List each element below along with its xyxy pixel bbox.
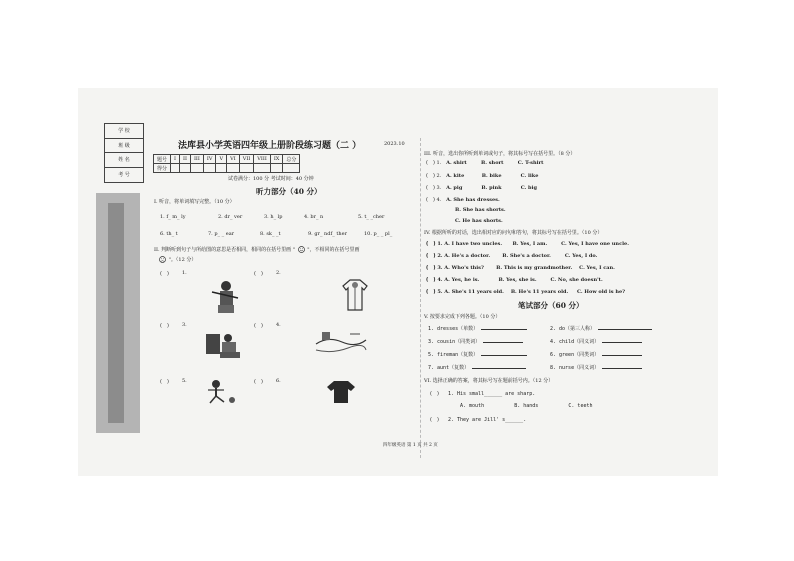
- q5-prompt: 6. green（同类词）: [550, 352, 600, 358]
- answer-blank[interactable]: [472, 368, 526, 369]
- q1-item[interactable]: 3. h_ lp: [264, 214, 283, 220]
- q3-instruction: III. 听音，选出你所听到单词或句子，将其标号写在括号里。（8 分）: [424, 151, 576, 157]
- q5-item: [550, 351, 642, 358]
- q2-answer-bracket[interactable]: ( ): [160, 271, 169, 277]
- option-b: B. Yes, she is.: [498, 277, 537, 283]
- answer-bracket[interactable]: ( ): [426, 277, 436, 283]
- option-c: C. big: [520, 185, 537, 191]
- q2-item-number: 3.: [182, 322, 187, 328]
- q5-prompt: 1. dresses（单数）: [428, 326, 479, 332]
- sad-face-icon: [158, 256, 167, 263]
- score-input[interactable]: [203, 164, 216, 173]
- score-cell: 总分: [283, 155, 300, 164]
- q6-options: [460, 403, 593, 409]
- answer-bracket[interactable]: ( ): [430, 391, 439, 397]
- q5-item: [428, 351, 527, 358]
- q1-item[interactable]: 7. p_ _ ear: [208, 231, 235, 237]
- score-cell: VII: [239, 155, 254, 164]
- option-c: C. Yes, I do.: [564, 253, 598, 259]
- q4-row: [426, 288, 625, 295]
- q5-item: [428, 325, 527, 332]
- answer-bracket[interactable]: ( ): [426, 241, 436, 247]
- score-cell: VI: [227, 155, 240, 164]
- q1-item[interactable]: 5. t_ _cher: [358, 214, 385, 220]
- score-input[interactable]: [239, 164, 254, 173]
- item-number: 4.: [436, 197, 442, 203]
- q2-instruction-a: II. 判断听到句子与所给图的意思是否相同，相同的在括号里画 ": [154, 247, 296, 253]
- option-a: 4. A. Yes, he is.: [437, 277, 480, 283]
- q5-prompt: 3. cousin（同类词）: [428, 339, 481, 345]
- q2-answer-bracket[interactable]: ( ): [254, 271, 263, 277]
- info-class: 班 级: [105, 139, 143, 154]
- q2-instruction: [154, 246, 360, 253]
- answer-blank[interactable]: [481, 355, 527, 356]
- option-c: C. Yes, I have one uncle.: [561, 241, 629, 247]
- q2-item-number: 5.: [182, 378, 187, 384]
- option-c: C. No, she doesn't.: [550, 277, 603, 283]
- option-c: C. Yes, I can.: [579, 265, 615, 271]
- answer-bracket[interactable]: ( ): [426, 253, 436, 259]
- answer-blank[interactable]: [602, 355, 642, 356]
- q4-row: [426, 240, 629, 247]
- q4-row: [426, 252, 597, 259]
- score-label: 得分: [154, 164, 171, 173]
- answer-bracket[interactable]: ( ): [430, 417, 439, 423]
- q2-item-number: 1.: [182, 270, 187, 276]
- option-c: C. like: [520, 173, 539, 179]
- q3-row: [426, 184, 537, 191]
- answer-bracket[interactable]: ( ): [426, 289, 436, 295]
- option-a: 2. A. He's a doctor.: [437, 253, 491, 259]
- q2-item-number: 4.: [276, 322, 281, 328]
- q2-instruction-c: "。（12 分）: [168, 257, 197, 263]
- q6-question: 1. His small______ are sharp.: [447, 391, 536, 397]
- answer-blank[interactable]: [481, 329, 527, 330]
- page-footer: 四年级英语 第 1 页 共 2 页: [383, 443, 438, 448]
- option-b: B. He's 11 years old.: [510, 289, 569, 295]
- q5-instruction: V. 按要求完成下列各题。（10 分）: [424, 314, 501, 320]
- answer-bracket[interactable]: ( ): [426, 173, 435, 179]
- writing-title: 笔试部分（60 分）: [518, 301, 584, 310]
- q2-answer-bracket[interactable]: ( ): [160, 323, 169, 329]
- score-input[interactable]: [283, 164, 300, 173]
- reading-boy-picture: [204, 330, 242, 360]
- q1-instruction: I. 听音，将单词填写完整。（10 分）: [154, 199, 235, 205]
- answer-blank[interactable]: [602, 368, 642, 369]
- student-info-box: [104, 123, 144, 183]
- option-b: B. short: [481, 160, 504, 166]
- q4-instruction: IV. 根据所听的对话，选出相对应的问句和答句，将其标号写在括号里。（10 分）: [424, 230, 603, 236]
- score-table: [153, 154, 300, 173]
- q2-answer-bracket[interactable]: ( ): [160, 379, 169, 385]
- coat-picture: [342, 278, 368, 312]
- q4-row: [426, 264, 615, 271]
- score-info: 试卷满分：100 分 考试时间：40 分钟: [228, 176, 314, 182]
- soccer-kid-picture: [202, 378, 238, 404]
- option-c: C. He has shorts.: [455, 218, 503, 224]
- q1-item[interactable]: 8. sk_ _t: [260, 231, 281, 237]
- exam-sheet: [78, 88, 718, 476]
- q5-prompt: 4. child（同义词）: [550, 339, 600, 345]
- score-input[interactable]: [270, 164, 283, 173]
- q6-item: [430, 390, 535, 397]
- option-b: B. bike: [481, 173, 502, 179]
- score-cell: IX: [270, 155, 283, 164]
- binding-shadow: [108, 203, 124, 423]
- smile-face-icon: [297, 246, 306, 253]
- score-cell: IV: [203, 155, 216, 164]
- tshirt-picture: [326, 380, 356, 404]
- q5-item: [428, 364, 526, 371]
- option-b: B. pink: [481, 185, 502, 191]
- answer-blank[interactable]: [602, 342, 642, 343]
- item-number: 2.: [436, 173, 442, 179]
- info-school: 学 校: [105, 124, 143, 139]
- answer-blank[interactable]: [483, 342, 523, 343]
- q6-item: [430, 416, 526, 423]
- q5-prompt: 7. aunt（复数）: [428, 365, 470, 371]
- q2-instruction-b: "，不相同的在括号里画: [307, 247, 360, 253]
- exam-date: 2023.10: [384, 141, 405, 147]
- score-cell: II: [180, 155, 191, 164]
- score-input[interactable]: [171, 164, 180, 173]
- q5-item: [550, 338, 642, 345]
- q5-item: [550, 364, 642, 371]
- score-cell: 题号: [154, 155, 171, 164]
- option-a: A. pig: [446, 185, 463, 191]
- option-a: A. shirt: [446, 160, 467, 166]
- q1-item[interactable]: 10. p_ _ pl_: [364, 231, 393, 237]
- answer-bracket[interactable]: ( ): [426, 265, 436, 271]
- listening-title: 听力部分（40 分）: [256, 187, 322, 196]
- answer-bracket[interactable]: ( ): [426, 185, 435, 191]
- q2-instruction-line2: [158, 256, 196, 263]
- q2-answer-bracket[interactable]: ( ): [254, 379, 263, 385]
- q2-answer-bracket[interactable]: ( ): [254, 323, 263, 329]
- option-a: 5. A. She's 11 years old.: [437, 289, 504, 295]
- exam-title: 法库县小学英语四年级上册阶段练习题（二 ）: [178, 141, 362, 151]
- score-cell: I: [171, 155, 180, 164]
- option-a: A. kite: [446, 173, 465, 179]
- option-a: 3. A. Who's this?: [437, 265, 484, 271]
- q3-row: [426, 159, 543, 166]
- option-c: C. teeth: [568, 403, 593, 409]
- q2-item-number: 6.: [276, 378, 281, 384]
- option-c: C. How old is he?: [576, 289, 626, 295]
- q6-question: 2. They are Jill' s______.: [447, 417, 527, 423]
- q5-prompt: 2. do（第三人称）: [550, 326, 596, 332]
- column-divider: [420, 138, 421, 458]
- q5-prompt: 5. fireman（复数）: [428, 352, 479, 358]
- score-input[interactable]: [227, 164, 240, 173]
- score-input[interactable]: [190, 164, 203, 173]
- answer-bracket[interactable]: ( ): [426, 160, 435, 166]
- score-input[interactable]: [180, 164, 191, 173]
- info-id: 考 号: [118, 172, 130, 179]
- info-name: 姓 名: [105, 153, 143, 168]
- item-number: 1.: [436, 160, 442, 166]
- score-input[interactable]: [254, 164, 271, 173]
- q3-row: [426, 196, 500, 203]
- option-a: A. mouth: [460, 403, 485, 409]
- item-number: 3.: [436, 185, 442, 191]
- q1-item[interactable]: 6. th_ t: [160, 231, 178, 237]
- q5-item: [428, 338, 523, 345]
- q6-instruction: VI. 选择正确的答案，将其标号写在题前括号内。（12 分）: [424, 378, 554, 384]
- answer-bracket[interactable]: ( ): [426, 197, 435, 203]
- score-cell: VIII: [254, 155, 271, 164]
- option-b: B. Yes, I am.: [512, 241, 548, 247]
- q5-item: [550, 325, 652, 332]
- score-cell: V: [216, 155, 227, 164]
- option-b: B. This is my grandmother.: [496, 265, 573, 271]
- violin-player-picture: [208, 278, 246, 316]
- river-scene-picture: [314, 330, 368, 356]
- option-a: 1. A. I have two uncles.: [437, 241, 503, 247]
- q5-prompt: 8. nurse（同义词）: [550, 365, 600, 371]
- q3-row: [426, 172, 538, 179]
- score-cell: III: [190, 155, 203, 164]
- option-a: A. She has dresses.: [446, 197, 500, 203]
- score-header-row: [154, 155, 300, 164]
- q4-row: [426, 276, 603, 283]
- score-input[interactable]: [216, 164, 227, 173]
- option-b: B. She has shorts.: [455, 207, 506, 213]
- option-b: B. She's a doctor.: [502, 253, 551, 259]
- score-value-row: [154, 164, 300, 173]
- q1-item[interactable]: 9. gr_ ndf_ ther: [308, 231, 347, 237]
- q1-item[interactable]: 2. dr_ ver: [218, 214, 243, 220]
- q2-item-number: 2.: [276, 270, 281, 276]
- answer-blank[interactable]: [598, 329, 652, 330]
- option-b: B. hands: [514, 403, 539, 409]
- q1-item[interactable]: 1. f_ m_ ly: [160, 214, 186, 220]
- q1-item[interactable]: 4. br_ n: [304, 214, 324, 220]
- option-c: C. T-shirt: [517, 160, 544, 166]
